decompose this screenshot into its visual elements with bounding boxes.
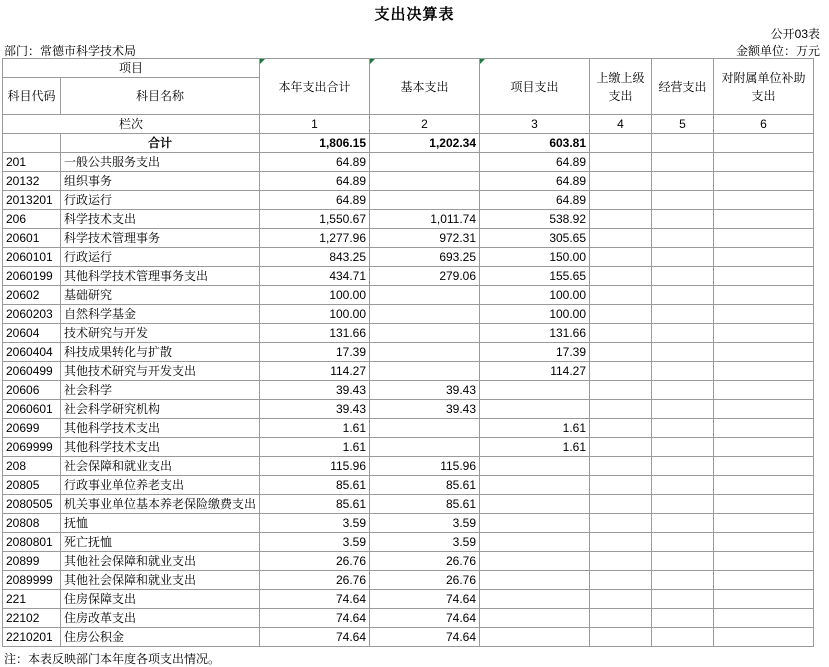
row-operating	[652, 286, 714, 305]
row-project	[480, 476, 590, 495]
row-code: 20601	[3, 229, 61, 248]
row-name: 科技成果转化与扩散	[61, 343, 260, 362]
row-upper	[590, 343, 652, 362]
row-subsidy	[714, 191, 814, 210]
row-code: 2089999	[3, 571, 61, 590]
row-code: 2080505	[3, 495, 61, 514]
row-code: 20602	[3, 286, 61, 305]
row-name: 住房改革支出	[61, 609, 260, 628]
row-operating	[652, 210, 714, 229]
row-basic: 39.43	[370, 381, 480, 400]
table-row	[3, 172, 814, 191]
row-upper	[590, 495, 652, 514]
row-operating	[652, 172, 714, 191]
row-subsidy	[714, 419, 814, 438]
table-row	[3, 571, 814, 590]
row-subsidy	[714, 590, 814, 609]
table-row	[3, 495, 814, 514]
row-upper	[590, 229, 652, 248]
row-subsidy	[714, 552, 814, 571]
row-upper	[590, 552, 652, 571]
row-project	[480, 571, 590, 590]
row-code: 2210201	[3, 628, 61, 647]
row-basic: 26.76	[370, 571, 480, 590]
row-name: 基础研究	[61, 286, 260, 305]
row-basic	[370, 362, 480, 381]
row-operating	[652, 343, 714, 362]
row-operating	[652, 628, 714, 647]
row-code: 20132	[3, 172, 61, 191]
row-total: 843.25	[260, 248, 370, 267]
table-row	[3, 590, 814, 609]
row-subsidy	[714, 495, 814, 514]
row-project	[480, 552, 590, 571]
row-operating	[652, 514, 714, 533]
row-project	[480, 381, 590, 400]
row-name: 其他社会保障和就业支出	[61, 571, 260, 590]
row-upper	[590, 305, 652, 324]
table-row	[3, 400, 814, 419]
row-name: 组织事务	[61, 172, 260, 191]
department-label: 部门：常德市科学技术局	[4, 44, 137, 58]
row-basic: 972.31	[370, 229, 480, 248]
header-subsidy: 对附属单位补助支出	[714, 59, 814, 115]
row-total: 1.61	[260, 438, 370, 457]
row-operating	[652, 552, 714, 571]
row-upper	[590, 324, 652, 343]
row-upper	[590, 400, 652, 419]
total-row-project: 603.81	[480, 134, 590, 153]
row-project	[480, 533, 590, 552]
row-upper	[590, 438, 652, 457]
row-code: 2060404	[3, 343, 61, 362]
row-project: 1.61	[480, 419, 590, 438]
row-total: 17.39	[260, 343, 370, 362]
row-project	[480, 400, 590, 419]
column-number-6: 6	[714, 115, 814, 134]
row-operating	[652, 381, 714, 400]
row-code: 22102	[3, 609, 61, 628]
row-operating	[652, 324, 714, 343]
column-number-5: 5	[652, 115, 714, 134]
row-code: 2069999	[3, 438, 61, 457]
row-operating	[652, 457, 714, 476]
row-total: 74.64	[260, 628, 370, 647]
table-row	[3, 229, 814, 248]
table-row	[3, 362, 814, 381]
row-basic: 1,011.74	[370, 210, 480, 229]
table-row	[3, 533, 814, 552]
total-row-operating	[652, 134, 714, 153]
row-subsidy	[714, 343, 814, 362]
row-code: 20699	[3, 419, 61, 438]
row-total: 100.00	[260, 305, 370, 324]
row-project: 1.61	[480, 438, 590, 457]
row-subsidy	[714, 286, 814, 305]
row-operating	[652, 229, 714, 248]
row-total: 3.59	[260, 533, 370, 552]
row-name: 其他科学技术管理事务支出	[61, 267, 260, 286]
table-row	[3, 191, 814, 210]
public-code-label: 公开03表	[770, 27, 820, 41]
row-project: 64.89	[480, 191, 590, 210]
header-project: 项目支出	[480, 59, 590, 115]
row-basic	[370, 172, 480, 191]
row-code: 2060203	[3, 305, 61, 324]
row-upper	[590, 172, 652, 191]
row-project: 64.89	[480, 153, 590, 172]
item-group-header: 项目	[3, 59, 260, 78]
row-subsidy	[714, 533, 814, 552]
row-upper	[590, 628, 652, 647]
row-basic: 74.64	[370, 609, 480, 628]
row-basic: 3.59	[370, 514, 480, 533]
row-operating	[652, 400, 714, 419]
row-subsidy	[714, 381, 814, 400]
total-row-basic: 1,202.34	[370, 134, 480, 153]
row-total: 26.76	[260, 571, 370, 590]
row-project	[480, 609, 590, 628]
row-total: 115.96	[260, 457, 370, 476]
row-upper	[590, 533, 652, 552]
row-upper	[590, 248, 652, 267]
row-total: 114.27	[260, 362, 370, 381]
table-row	[3, 305, 814, 324]
column-number-row	[3, 115, 814, 134]
row-code: 20899	[3, 552, 61, 571]
row-project	[480, 514, 590, 533]
row-operating	[652, 419, 714, 438]
row-subsidy	[714, 210, 814, 229]
row-subsidy	[714, 609, 814, 628]
table-row	[3, 514, 814, 533]
row-total: 434.71	[260, 267, 370, 286]
table-row	[3, 324, 814, 343]
row-upper	[590, 609, 652, 628]
row-basic: 693.25	[370, 248, 480, 267]
row-subsidy	[714, 229, 814, 248]
row-operating	[652, 305, 714, 324]
row-code: 2060199	[3, 267, 61, 286]
row-code: 2060601	[3, 400, 61, 419]
row-project: 305.65	[480, 229, 590, 248]
table-body	[3, 153, 814, 647]
row-total: 85.61	[260, 476, 370, 495]
row-operating	[652, 495, 714, 514]
row-name: 科学技术管理事务	[61, 229, 260, 248]
table-row	[3, 343, 814, 362]
row-subsidy	[714, 514, 814, 533]
row-operating	[652, 248, 714, 267]
row-upper	[590, 210, 652, 229]
row-total: 64.89	[260, 172, 370, 191]
table-row	[3, 609, 814, 628]
row-total: 3.59	[260, 514, 370, 533]
row-basic: 85.61	[370, 476, 480, 495]
row-name: 一般公共服务支出	[61, 153, 260, 172]
row-upper	[590, 590, 652, 609]
total-row-upper	[590, 134, 652, 153]
row-name: 社会科学	[61, 381, 260, 400]
row-subsidy	[714, 267, 814, 286]
row-operating	[652, 590, 714, 609]
total-row-subsidy	[714, 134, 814, 153]
row-total: 1,277.96	[260, 229, 370, 248]
row-subsidy	[714, 438, 814, 457]
row-basic	[370, 286, 480, 305]
row-basic: 74.64	[370, 628, 480, 647]
row-operating	[652, 571, 714, 590]
row-basic: 3.59	[370, 533, 480, 552]
row-project	[480, 457, 590, 476]
row-subsidy	[714, 172, 814, 191]
row-total: 74.64	[260, 590, 370, 609]
row-name: 行政运行	[61, 191, 260, 210]
row-name: 社会保障和就业支出	[61, 457, 260, 476]
row-operating	[652, 533, 714, 552]
column-number-2: 2	[370, 115, 480, 134]
header-name: 科目名称	[61, 78, 260, 115]
row-basic	[370, 438, 480, 457]
row-subsidy	[714, 476, 814, 495]
row-total: 85.61	[260, 495, 370, 514]
table-row	[3, 476, 814, 495]
row-upper	[590, 571, 652, 590]
row-project: 64.89	[480, 172, 590, 191]
row-total: 1.61	[260, 419, 370, 438]
total-row-code	[3, 134, 61, 153]
table-note: 注：本表反映部门本年度各项支出情况。	[4, 652, 221, 666]
table-row	[3, 153, 814, 172]
table-row	[3, 552, 814, 571]
row-subsidy	[714, 324, 814, 343]
row-project	[480, 628, 590, 647]
page-title: 支出决算表	[374, 6, 455, 23]
row-name: 行政事业单位养老支出	[61, 476, 260, 495]
row-project: 538.92	[480, 210, 590, 229]
row-code: 2060101	[3, 248, 61, 267]
row-operating	[652, 438, 714, 457]
row-subsidy	[714, 248, 814, 267]
row-basic: 26.76	[370, 552, 480, 571]
row-total: 39.43	[260, 400, 370, 419]
row-upper	[590, 267, 652, 286]
row-subsidy	[714, 362, 814, 381]
row-total: 131.66	[260, 324, 370, 343]
row-name: 技术研究与开发	[61, 324, 260, 343]
column-number-3: 3	[480, 115, 590, 134]
row-code: 20604	[3, 324, 61, 343]
row-operating	[652, 609, 714, 628]
row-basic: 115.96	[370, 457, 480, 476]
row-upper	[590, 153, 652, 172]
row-subsidy	[714, 305, 814, 324]
table-row	[3, 248, 814, 267]
row-name: 其他科学技术支出	[61, 419, 260, 438]
header-upper: 上缴上级支出	[590, 59, 652, 115]
row-basic	[370, 324, 480, 343]
row-basic	[370, 191, 480, 210]
row-name: 其他技术研究与开发支出	[61, 362, 260, 381]
row-operating	[652, 153, 714, 172]
header-total: 本年支出合计	[260, 59, 370, 115]
table-row	[3, 267, 814, 286]
row-subsidy	[714, 457, 814, 476]
row-code: 20606	[3, 381, 61, 400]
total-row-total: 1,806.15	[260, 134, 370, 153]
column-row-label: 栏次	[3, 115, 260, 134]
column-number-1: 1	[260, 115, 370, 134]
row-code: 20805	[3, 476, 61, 495]
table-row	[3, 381, 814, 400]
row-basic: 279.06	[370, 267, 480, 286]
row-basic: 74.64	[370, 590, 480, 609]
row-project: 155.65	[480, 267, 590, 286]
row-basic: 39.43	[370, 400, 480, 419]
table-row	[3, 628, 814, 647]
row-total: 64.89	[260, 153, 370, 172]
table-row	[3, 210, 814, 229]
row-upper	[590, 381, 652, 400]
row-total: 39.43	[260, 381, 370, 400]
amount-unit-label: 金额单位：万元	[735, 44, 820, 58]
row-project: 114.27	[480, 362, 590, 381]
row-subsidy	[714, 628, 814, 647]
row-name: 科学技术支出	[61, 210, 260, 229]
row-total: 100.00	[260, 286, 370, 305]
row-code: 221	[3, 590, 61, 609]
row-upper	[590, 419, 652, 438]
total-row	[3, 134, 814, 153]
row-code: 2060499	[3, 362, 61, 381]
row-total: 26.76	[260, 552, 370, 571]
table-header-row-group	[3, 59, 814, 78]
row-name: 自然科学基金	[61, 305, 260, 324]
row-code: 20808	[3, 514, 61, 533]
row-upper	[590, 514, 652, 533]
row-total: 1,550.67	[260, 210, 370, 229]
row-project: 100.00	[480, 286, 590, 305]
row-upper	[590, 476, 652, 495]
row-code: 2080801	[3, 533, 61, 552]
row-operating	[652, 267, 714, 286]
row-name: 死亡抚恤	[61, 533, 260, 552]
row-name: 机关事业单位基本养老保险缴费支出	[61, 495, 260, 514]
row-basic	[370, 153, 480, 172]
row-basic: 85.61	[370, 495, 480, 514]
row-subsidy	[714, 400, 814, 419]
total-row-name: 合计	[61, 134, 260, 153]
row-name: 其他科学技术支出	[61, 438, 260, 457]
row-subsidy	[714, 571, 814, 590]
row-project: 17.39	[480, 343, 590, 362]
row-upper	[590, 362, 652, 381]
column-number-4: 4	[590, 115, 652, 134]
row-upper	[590, 457, 652, 476]
row-basic	[370, 419, 480, 438]
table-row	[3, 419, 814, 438]
row-name: 行政运行	[61, 248, 260, 267]
row-project	[480, 495, 590, 514]
header-code: 科目代码	[3, 78, 61, 115]
table-row	[3, 438, 814, 457]
row-project: 150.00	[480, 248, 590, 267]
table-row	[3, 457, 814, 476]
row-name: 抚恤	[61, 514, 260, 533]
row-basic	[370, 305, 480, 324]
row-project: 100.00	[480, 305, 590, 324]
row-total: 74.64	[260, 609, 370, 628]
row-operating	[652, 476, 714, 495]
row-name: 其他社会保障和就业支出	[61, 552, 260, 571]
row-operating	[652, 362, 714, 381]
row-upper	[590, 191, 652, 210]
row-subsidy	[714, 153, 814, 172]
row-code: 201	[3, 153, 61, 172]
row-name: 住房公积金	[61, 628, 260, 647]
row-project	[480, 590, 590, 609]
row-name: 住房保障支出	[61, 590, 260, 609]
row-upper	[590, 286, 652, 305]
header-basic: 基本支出	[370, 59, 480, 115]
row-project: 131.66	[480, 324, 590, 343]
header-operating: 经营支出	[652, 59, 714, 115]
row-name: 社会科学研究机构	[61, 400, 260, 419]
row-total: 64.89	[260, 191, 370, 210]
row-code: 208	[3, 457, 61, 476]
row-code: 2013201	[3, 191, 61, 210]
row-code: 206	[3, 210, 61, 229]
row-basic	[370, 343, 480, 362]
table-row	[3, 286, 814, 305]
expenditure-table	[2, 58, 814, 647]
row-operating	[652, 191, 714, 210]
